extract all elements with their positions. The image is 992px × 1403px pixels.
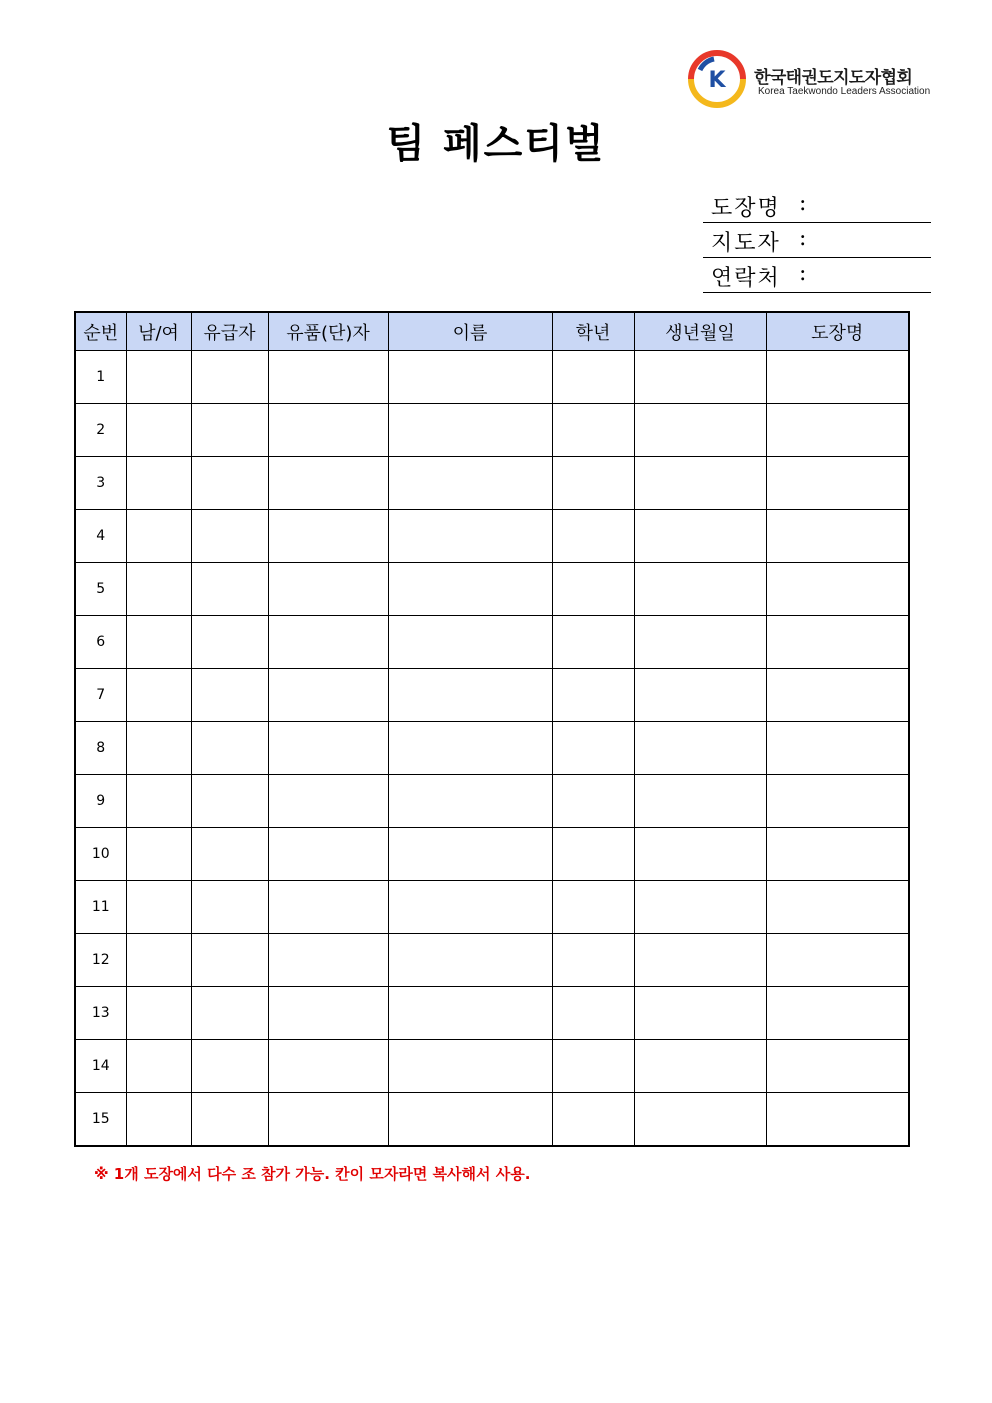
entry-cell[interactable]: [268, 934, 388, 987]
entry-cell[interactable]: [126, 1040, 191, 1093]
entry-cell[interactable]: [388, 563, 552, 616]
info-colon: :: [799, 261, 807, 286]
entry-cell[interactable]: [766, 828, 909, 881]
table-row: [75, 563, 909, 616]
entry-cell[interactable]: [634, 934, 766, 987]
row-number: 5: [75, 563, 126, 616]
row-number: 13: [75, 987, 126, 1040]
table-row: [75, 1093, 909, 1147]
entry-cell[interactable]: [191, 563, 268, 616]
entry-cell[interactable]: [552, 563, 634, 616]
entry-cell[interactable]: [268, 881, 388, 934]
entry-cell[interactable]: [126, 404, 191, 457]
entry-cell[interactable]: [552, 828, 634, 881]
entry-cell[interactable]: [766, 563, 909, 616]
entry-cell[interactable]: [191, 722, 268, 775]
entry-cell[interactable]: [634, 510, 766, 563]
entry-cell[interactable]: [552, 616, 634, 669]
entry-cell[interactable]: [388, 722, 552, 775]
table-row: [75, 351, 909, 404]
table-row: [75, 404, 909, 457]
entry-cell[interactable]: [388, 1040, 552, 1093]
entry-cell[interactable]: [126, 722, 191, 775]
entry-cell[interactable]: [634, 987, 766, 1040]
entry-cell[interactable]: [388, 669, 552, 722]
entry-cell[interactable]: [268, 987, 388, 1040]
row-number: 14: [75, 1040, 126, 1093]
entry-cell[interactable]: [552, 510, 634, 563]
entry-cell[interactable]: [552, 934, 634, 987]
column-header-birthdate: 생년월일: [634, 312, 766, 351]
table-row: [75, 775, 909, 828]
entry-cell[interactable]: [552, 669, 634, 722]
entry-cell[interactable]: [766, 669, 909, 722]
info-label: 연락처: [711, 266, 781, 291]
entry-cell[interactable]: [268, 616, 388, 669]
entry-cell[interactable]: [126, 775, 191, 828]
row-number: 3: [75, 457, 126, 510]
entry-cell[interactable]: [191, 1093, 268, 1147]
entry-cell[interactable]: [268, 828, 388, 881]
entry-cell[interactable]: [634, 669, 766, 722]
entry-cell[interactable]: [634, 1040, 766, 1093]
entry-cell[interactable]: [388, 457, 552, 510]
footnote: ※ 1개 도장에서 다수 조 참가 가능. 칸이 모자라면 복사해서 사용.: [94, 1165, 531, 1183]
info-colon: :: [799, 191, 807, 216]
entry-cell[interactable]: [191, 510, 268, 563]
entry-cell[interactable]: [634, 404, 766, 457]
entry-cell[interactable]: [388, 881, 552, 934]
entry-cell[interactable]: [268, 563, 388, 616]
entry-cell[interactable]: [766, 722, 909, 775]
entry-cell[interactable]: [126, 351, 191, 404]
table-row: [75, 881, 909, 934]
entry-cell[interactable]: [268, 775, 388, 828]
entry-cell[interactable]: [552, 351, 634, 404]
logo-english-name: Korea Taekwondo Leaders Association: [758, 86, 931, 97]
entry-cell[interactable]: [766, 934, 909, 987]
entry-cell[interactable]: [126, 510, 191, 563]
info-fields: [703, 189, 931, 294]
info-label: 지도자: [711, 231, 781, 256]
entry-cell[interactable]: [766, 987, 909, 1040]
row-number: 4: [75, 510, 126, 563]
entry-cell[interactable]: [388, 934, 552, 987]
info-row-dojang[interactable]: [703, 189, 931, 223]
row-number: 15: [75, 1093, 126, 1147]
entry-cell[interactable]: [552, 881, 634, 934]
entry-cell[interactable]: [268, 1093, 388, 1147]
roster-table: [74, 311, 910, 1147]
entry-cell[interactable]: [126, 669, 191, 722]
entry-cell[interactable]: [634, 881, 766, 934]
entry-cell[interactable]: [191, 775, 268, 828]
entry-cell[interactable]: [268, 457, 388, 510]
entry-cell[interactable]: [388, 351, 552, 404]
entry-cell[interactable]: [268, 351, 388, 404]
entry-cell[interactable]: [191, 351, 268, 404]
entry-cell[interactable]: [191, 457, 268, 510]
row-number: 8: [75, 722, 126, 775]
column-header-grade: 학년: [552, 312, 634, 351]
info-label: 도장명: [711, 196, 781, 221]
entry-cell[interactable]: [766, 1093, 909, 1147]
entry-cell[interactable]: [191, 1040, 268, 1093]
row-number: 12: [75, 934, 126, 987]
entry-cell[interactable]: [634, 1093, 766, 1147]
entry-cell[interactable]: [634, 563, 766, 616]
row-number: 6: [75, 616, 126, 669]
entry-cell[interactable]: [191, 404, 268, 457]
entry-cell[interactable]: [388, 828, 552, 881]
entry-cell[interactable]: [126, 987, 191, 1040]
entry-cell[interactable]: [268, 510, 388, 563]
entry-cell[interactable]: [388, 987, 552, 1040]
page-title: 팀 페스티벌: [386, 121, 606, 167]
table-row: [75, 510, 909, 563]
entry-cell[interactable]: [388, 616, 552, 669]
row-number: 9: [75, 775, 126, 828]
entry-cell[interactable]: [126, 616, 191, 669]
entry-cell[interactable]: [634, 775, 766, 828]
entry-cell[interactable]: [766, 457, 909, 510]
entry-cell[interactable]: [268, 404, 388, 457]
entry-cell[interactable]: [191, 616, 268, 669]
table-row: [75, 457, 909, 510]
table-row: [75, 1040, 909, 1093]
entry-cell[interactable]: [766, 510, 909, 563]
table-body: [75, 351, 909, 1147]
entry-cell[interactable]: [634, 616, 766, 669]
table-row: [75, 987, 909, 1040]
entry-cell[interactable]: [766, 1040, 909, 1093]
entry-cell[interactable]: [766, 404, 909, 457]
column-header-poom-dan: 유품(단)자: [268, 312, 388, 351]
entry-cell[interactable]: [552, 987, 634, 1040]
table-row: [75, 616, 909, 669]
entry-cell[interactable]: [126, 563, 191, 616]
entry-cell[interactable]: [388, 404, 552, 457]
entry-cell[interactable]: [634, 457, 766, 510]
row-number: 7: [75, 669, 126, 722]
row-number: 11: [75, 881, 126, 934]
entry-cell[interactable]: [552, 1093, 634, 1147]
column-header-kyu: 유급자: [191, 312, 268, 351]
table-header-row: [75, 312, 909, 351]
entry-cell[interactable]: [552, 775, 634, 828]
entry-cell[interactable]: [552, 1040, 634, 1093]
entry-cell[interactable]: [766, 775, 909, 828]
entry-cell[interactable]: [634, 722, 766, 775]
entry-cell[interactable]: [268, 722, 388, 775]
entry-cell[interactable]: [126, 828, 191, 881]
entry-cell[interactable]: [191, 881, 268, 934]
entry-cell[interactable]: [766, 881, 909, 934]
column-header-name: 이름: [388, 312, 552, 351]
entry-cell[interactable]: [766, 351, 909, 404]
association-logo: [686, 48, 936, 110]
entry-cell[interactable]: [191, 987, 268, 1040]
table-row: [75, 722, 909, 775]
entry-cell[interactable]: [126, 457, 191, 510]
info-row-contact[interactable]: [703, 259, 931, 293]
entry-cell[interactable]: [126, 1093, 191, 1147]
row-number: 2: [75, 404, 126, 457]
column-header-gender: 남/여: [126, 312, 191, 351]
info-row-instructor[interactable]: [703, 224, 931, 258]
entry-cell[interactable]: [191, 934, 268, 987]
entry-cell[interactable]: [388, 1093, 552, 1147]
entry-cell[interactable]: [126, 881, 191, 934]
column-header-dojang: 도장명: [766, 312, 909, 351]
row-number: 10: [75, 828, 126, 881]
entry-cell[interactable]: [388, 775, 552, 828]
entry-cell[interactable]: [552, 457, 634, 510]
table-row: [75, 828, 909, 881]
entry-cell[interactable]: [552, 404, 634, 457]
column-header-order: 순번: [75, 312, 126, 351]
entry-cell[interactable]: [634, 351, 766, 404]
entry-cell[interactable]: [191, 828, 268, 881]
entry-cell[interactable]: [126, 934, 191, 987]
entry-cell[interactable]: [766, 616, 909, 669]
info-colon: :: [799, 226, 807, 251]
table-row: [75, 934, 909, 987]
logo-korean-name: 한국태권도지도자협회: [754, 68, 913, 88]
entry-cell[interactable]: [268, 1040, 388, 1093]
entry-cell[interactable]: [552, 722, 634, 775]
entry-cell[interactable]: [634, 828, 766, 881]
entry-cell[interactable]: [268, 669, 388, 722]
logo-letter: K: [708, 68, 726, 93]
table-row: [75, 669, 909, 722]
entry-cell[interactable]: [191, 669, 268, 722]
entry-cell[interactable]: [388, 510, 552, 563]
k-emblem-icon: [686, 48, 748, 110]
row-number: 1: [75, 351, 126, 404]
